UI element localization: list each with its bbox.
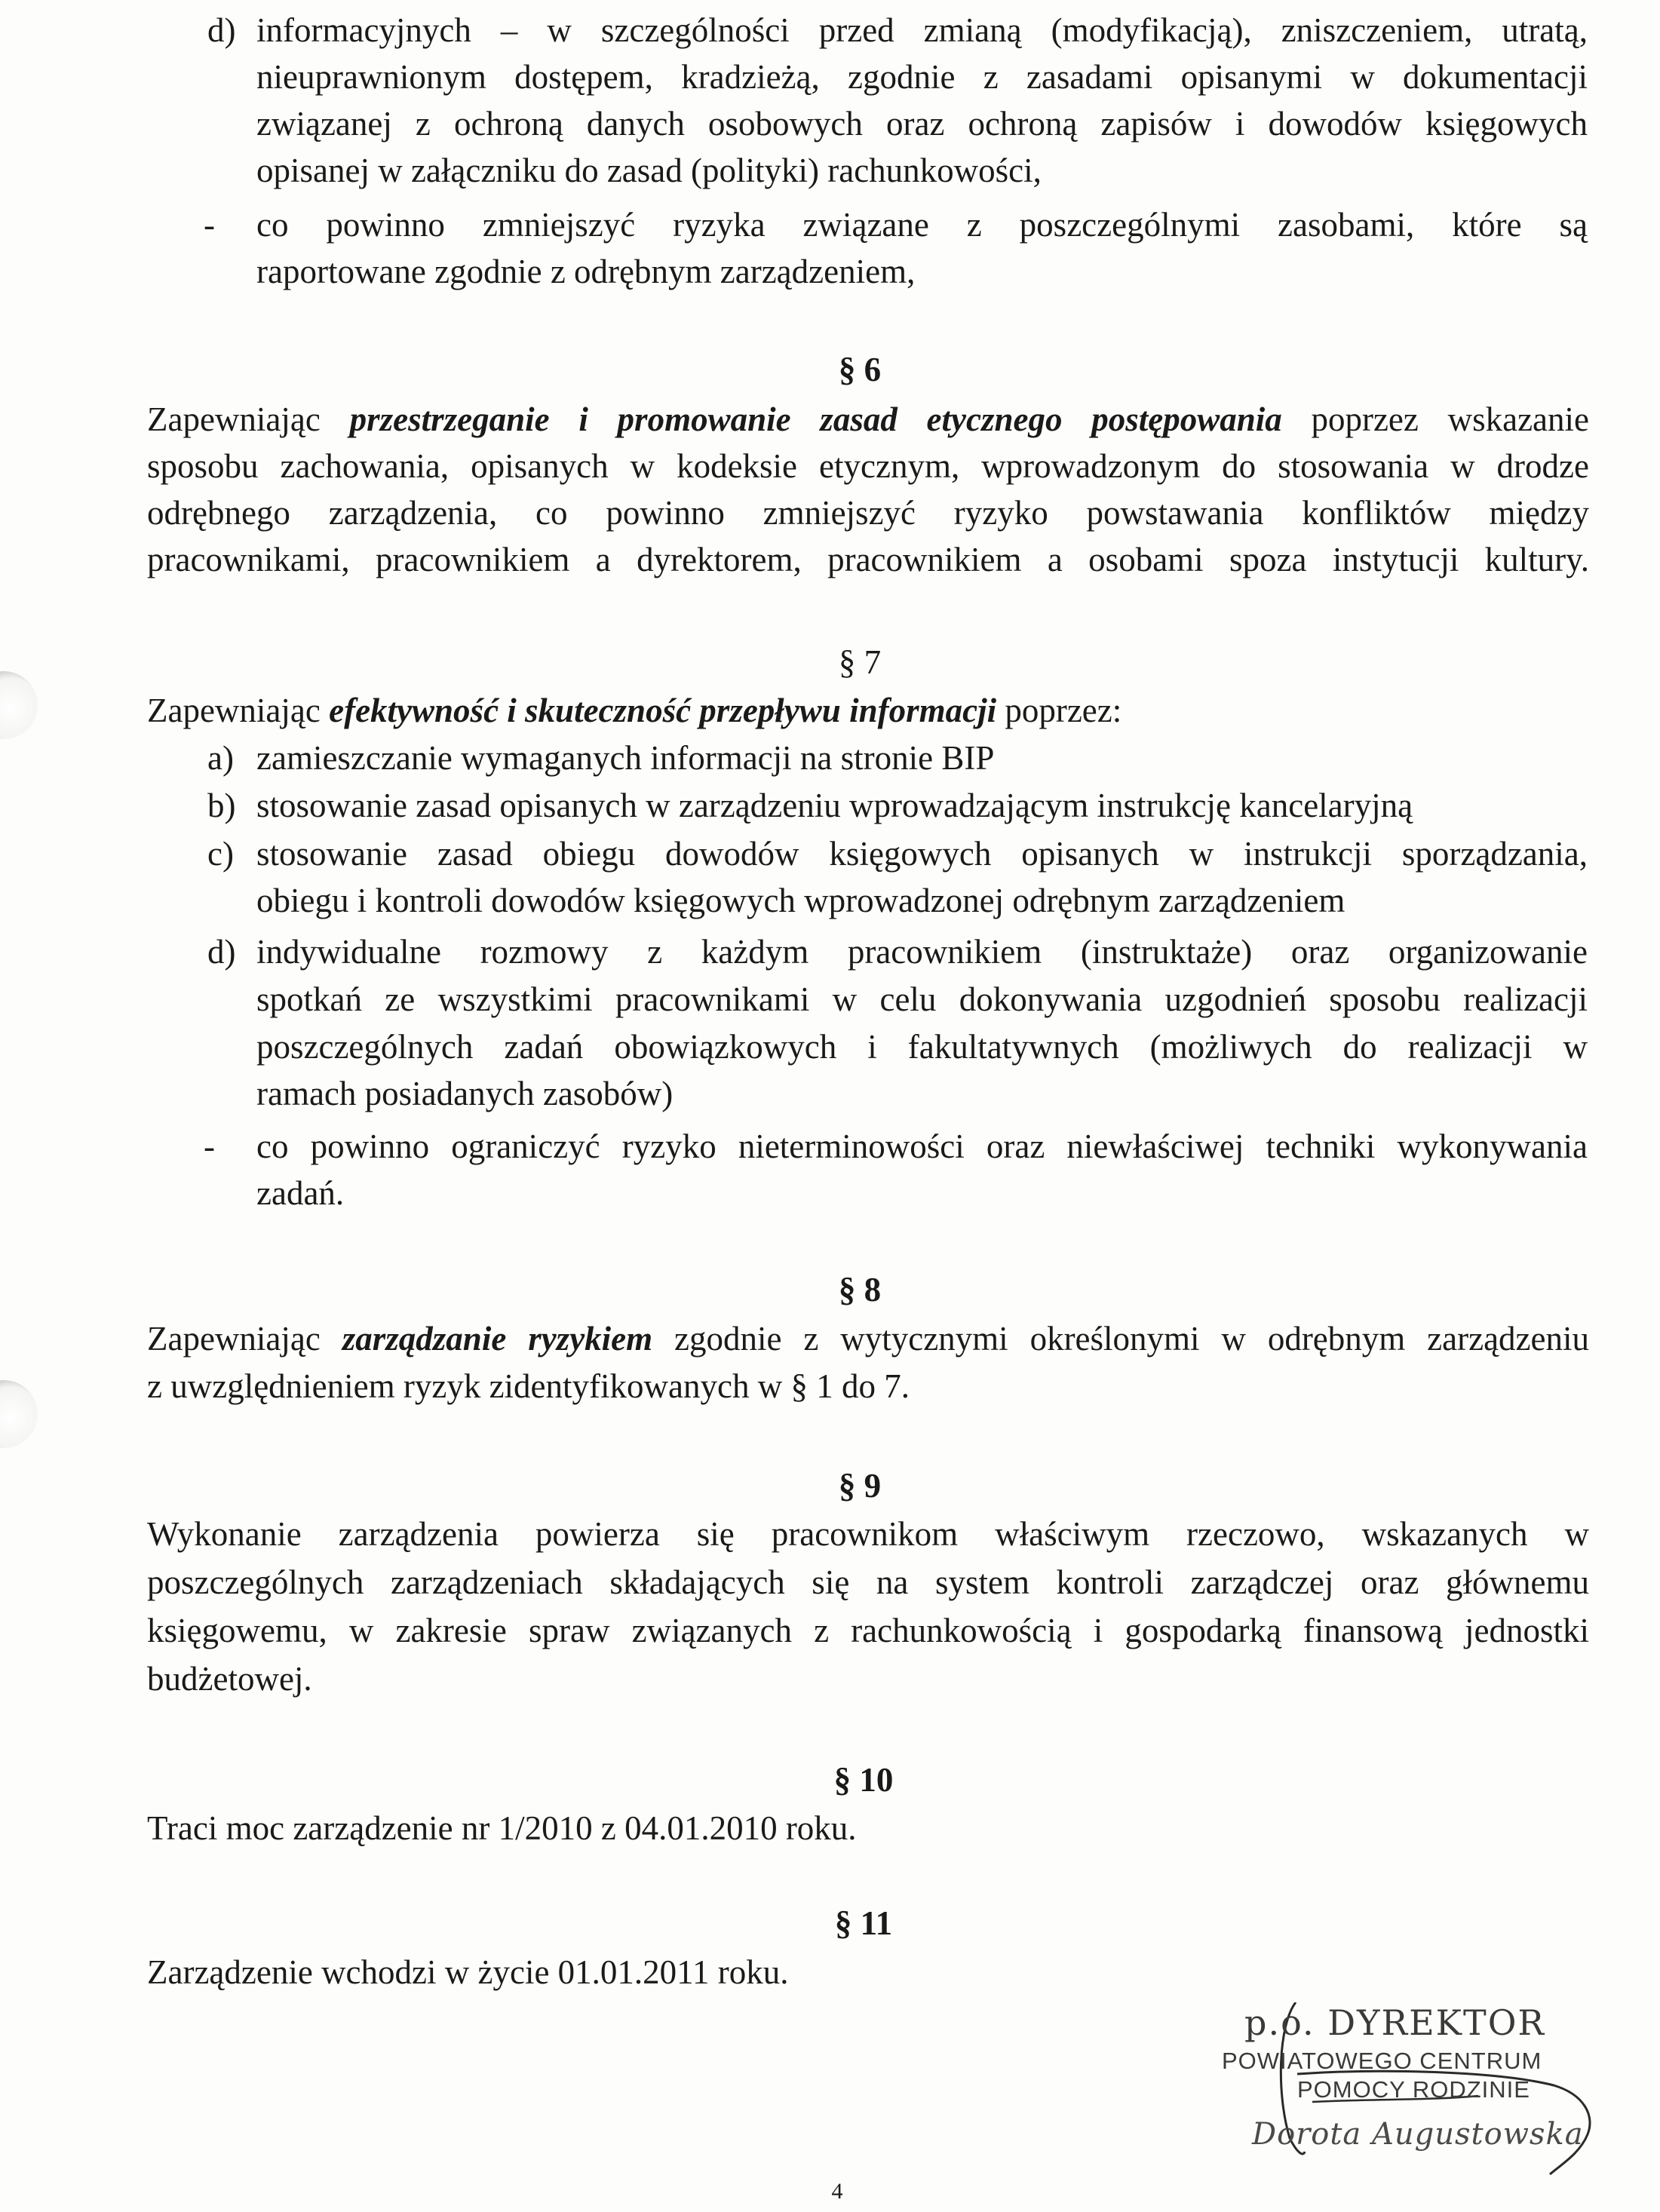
sec6-lead: Zapewniając — [147, 400, 350, 438]
sec11-text: Zarządzenie wchodzi w życie 01.01.2011 roku. — [147, 1953, 789, 1991]
sec6-emphasis: przestrzeganie i promowanie zasad etycznego postępowania — [349, 400, 1282, 438]
list-marker-d2: d) — [207, 933, 236, 971]
sec7-lead: Zapewniając — [147, 692, 330, 729]
sec7-item-c-line-1: stosowanie zasad obiegu dowodów księgowych opisanych w instrukcji sporządzania, — [256, 835, 1588, 873]
list-marker-c: c) — [207, 835, 234, 873]
sec6-line-2: sposobu zachowania, opisanych w kodeksie etycznym, wprowadzonym do stosowania w drodze — [147, 447, 1589, 485]
sec6-rest: poprzez wskazanie — [1281, 400, 1590, 438]
sec7-item-b: stosowanie zasad opisanych w zarządzeniu wprowadzającym instrukcję kancelaryjną — [256, 787, 1413, 824]
intro-d-line-1: informacyjnych – w szczególności przed zmianą (modyfikacją), zniszczeniem, utratą, — [256, 11, 1588, 49]
section-heading-7: § 7 — [838, 643, 882, 681]
dash-line-1: co powinno zmniejszyć ryzyka związane z poszczególnymi zasobami, które są — [256, 206, 1588, 244]
list-marker-d: d) — [207, 11, 236, 49]
sec8-rest: zgodnie z wytycznymi określonymi w odrębnym zarządzeniu — [652, 1320, 1589, 1358]
section-heading-6: § 6 — [838, 351, 882, 388]
sec8-emphasis: zarządzanie ryzykiem — [342, 1320, 653, 1358]
hole-punch-bottom — [0, 1380, 38, 1448]
sec6-line-3: odrębnego zarządzenia, co powinno zmniejszyć ryzyko powstawania konfliktów między — [147, 494, 1589, 532]
sec7-dash-line-1: co powinno ograniczyć ryzyko nieterminowości oraz niewłaściwej techniki wykonywania — [256, 1127, 1588, 1165]
section-heading-11: § 11 — [834, 1904, 893, 1942]
sec7-item-d-line-4: ramach posiadanych zasobów) — [256, 1075, 674, 1112]
intro-d-line-3: związanej z ochroną danych osobowych oraz ochroną zapisów i dowodów księgowych — [256, 105, 1588, 143]
list-marker-dash: - — [204, 206, 215, 244]
sec9-line-4: budżetowej. — [147, 1660, 312, 1698]
page-number: 4 — [831, 2179, 843, 2204]
director-stamp — [1207, 2002, 1599, 2176]
stamp-institution-line-2: POMOCY RODZINIE — [1297, 2076, 1530, 2103]
list-marker-b: b) — [207, 787, 236, 824]
sec7-item-d-line-3: poszczególnych zadań obowiązkowych i fakultatywnych (możliwych do realizacji w — [256, 1028, 1588, 1066]
sec7-intro — [147, 688, 1121, 733]
section-heading-9: § 9 — [838, 1467, 882, 1505]
sec7-item-a: zamieszczanie wymaganych informacji na stronie BIP — [256, 739, 995, 777]
sec6-line-1 — [147, 397, 1589, 442]
intro-d-line-4: opisanej w załączniku do zasad (polityki) rachunkowości, — [256, 152, 1042, 189]
list-marker-a: a) — [207, 739, 234, 777]
list-marker-dash-2: - — [204, 1127, 215, 1165]
stamp-institution-line-1: POWIATOWEGO CENTRUM — [1222, 2048, 1542, 2074]
section-heading-10: § 10 — [833, 1761, 894, 1799]
sec8-line-2: z uwzględnieniem ryzyk zidentyfikowanych w § 1 do 7. — [147, 1367, 910, 1405]
sec8-lead: Zapewniając — [147, 1320, 342, 1358]
sec6-line-4: pracownikami, pracownikiem a dyrektorem, pracownikiem a osobami spoza instytucji kultury. — [147, 541, 1589, 578]
hole-punch-top — [0, 671, 38, 739]
sec9-line-3: księgowemu, w zakresie spraw związanych z rachunkowością i gospodarką finansową jednostki — [147, 1612, 1589, 1649]
sec7-emphasis: efektywność i skuteczność przepływu informacji — [329, 692, 997, 729]
sec8-line-1 — [147, 1316, 1589, 1361]
section-heading-8: § 8 — [838, 1271, 882, 1308]
sec9-line-1: Wykonanie zarządzenia powierza się pracownikom właściwym rzeczowo, wskazanych w — [147, 1515, 1589, 1553]
sec7-rest: poprzez: — [996, 692, 1122, 729]
dash-line-2: raportowane zgodnie z odrębnym zarządzeniem, — [256, 253, 916, 290]
intro-d-line-2: nieuprawnionym dostępem, kradzieżą, zgodnie z zasadami opisanymi w dokumentacji — [256, 58, 1588, 96]
sec7-item-d-line-1: indywidualne rozmowy z każdym pracownikiem (instruktaże) oraz organizowanie — [256, 933, 1588, 971]
sec7-item-d-line-2: spotkań ze wszystkimi pracownikami w celu dokonywania uzgodnień sposobu realizacji — [256, 980, 1588, 1018]
sec10-text: Traci moc zarządzenie nr 1/2010 z 04.01.2010 roku. — [147, 1809, 857, 1847]
sec9-line-2: poszczególnych zarządzeniach składających się na system kontroli zarządczej oraz głównemu — [147, 1563, 1589, 1601]
sec7-item-c-line-2: obiegu i kontroli dowodów księgowych wprowadzonej odrębnym zarządzeniem — [256, 882, 1345, 919]
stamp-title: p.o. DYREKTOR — [1244, 2002, 1546, 2043]
stamp-name: Dorota Augustowska — [1252, 2117, 1584, 2152]
sec7-dash-line-2: zadań. — [256, 1174, 345, 1212]
